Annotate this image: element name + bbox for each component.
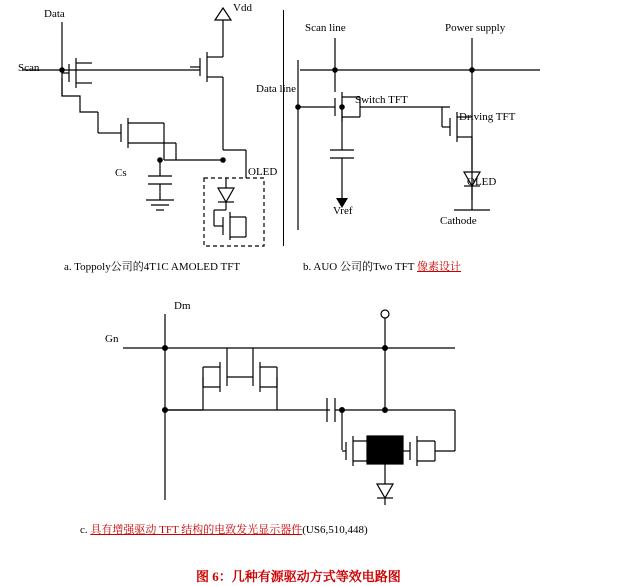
panel-b-label-cathode: Cathode xyxy=(440,215,477,227)
panel-a-label-data: Data xyxy=(44,8,65,20)
panel-b-label-oled: OLED xyxy=(467,176,497,188)
panel-b-caption-highlight: 像素设计 xyxy=(417,261,462,273)
panel-divider xyxy=(283,10,284,246)
panel-a-caption: a. Toppoly公司的4T1C AMOLED TFT xyxy=(64,261,241,273)
panel-c-caption-prefix: c. xyxy=(80,524,91,536)
panel-b-caption-plain: b. AUO 公司的Two TFT xyxy=(303,261,418,273)
panel-a-label-cs: Cs xyxy=(115,167,127,179)
panel-a-label-scan: Scan xyxy=(18,62,40,74)
panel-c-label-dm: Dm xyxy=(174,300,191,312)
panel-c-caption-highlight: 具有增强驱动 TFT 结构的电致发光显示器件 xyxy=(90,524,303,536)
panel-b-label-driving-tft: Driving TFT xyxy=(459,111,516,123)
panel-c-label-gn: Gn xyxy=(105,333,119,345)
panel-b-label-switch-tft: Switch TFT xyxy=(355,94,408,106)
figure-title: 图 6：几种有源驱动方式等效电路图 xyxy=(196,569,401,584)
panel-b-caption xyxy=(303,258,461,274)
panel-b-label-scan-line: Scan line xyxy=(305,22,346,34)
panel-a-circuit xyxy=(0,0,300,260)
panel-c-caption-suffix: (US6,510,448) xyxy=(302,524,368,536)
panel-c-circuit xyxy=(95,300,555,520)
panel-c-caption xyxy=(80,521,368,537)
panel-b-label-vref: Vref xyxy=(333,205,353,217)
panel-b-label-data-line: Data line xyxy=(256,83,297,95)
panel-b-label-power-supply: Power supply xyxy=(445,22,506,34)
panel-a-label-vdd: Vdd xyxy=(233,2,252,14)
panel-a-label-oled: OLED xyxy=(248,166,278,178)
